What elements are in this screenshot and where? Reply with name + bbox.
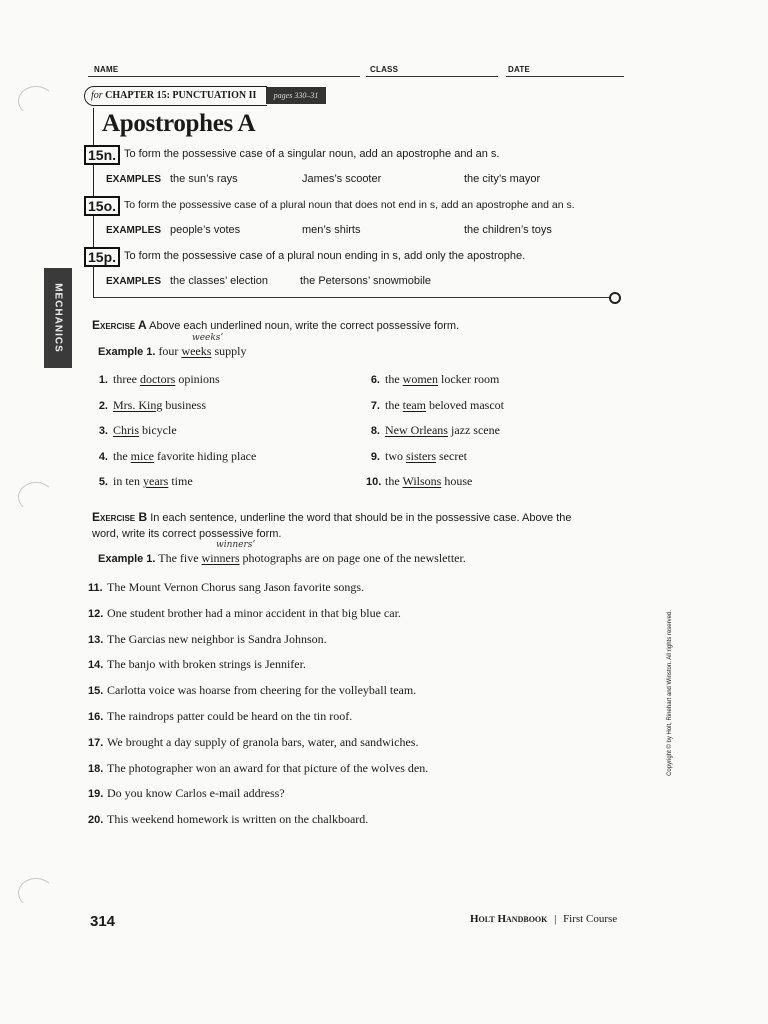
item-sentence: The raindrops patter could be heard on the tin roof. bbox=[107, 709, 353, 723]
exercise-b-text-line1: In each sentence, underline the word that should be in the possessive case. Above the bbox=[150, 512, 572, 524]
exercise-a-item bbox=[94, 372, 220, 387]
item-underlined-noun: women bbox=[402, 372, 438, 386]
exercise-a-item bbox=[366, 398, 504, 413]
chapter-banner bbox=[84, 86, 267, 106]
item-number: 13. bbox=[88, 633, 104, 646]
item-pre-text: in ten bbox=[113, 474, 140, 488]
examples-label: EXAMPLES bbox=[106, 225, 162, 236]
item-number: 1. bbox=[98, 374, 108, 386]
book-title: Holt Handbook bbox=[470, 913, 548, 925]
item-underlined-noun: doctors bbox=[139, 372, 176, 386]
examples-label: EXAMPLES bbox=[106, 276, 162, 287]
exercise-b-item bbox=[88, 657, 306, 672]
rule-15n-badge: 15n. bbox=[84, 145, 120, 165]
exercise-a-item bbox=[366, 474, 472, 489]
item-sentence: One student brother had a minor accident in that big blue car. bbox=[107, 605, 401, 620]
example-label: Example bbox=[98, 553, 144, 565]
item-number: 11. bbox=[88, 582, 103, 594]
punch-hole-top bbox=[18, 86, 54, 116]
example-word: winners bbox=[201, 551, 240, 565]
exercise-b-item bbox=[88, 580, 364, 595]
item-number: 20. bbox=[88, 814, 104, 827]
exercise-a-item bbox=[366, 372, 499, 387]
exercise-a-item bbox=[366, 449, 467, 464]
name-line bbox=[88, 76, 360, 77]
exercise-b-label: Exercise B bbox=[92, 510, 148, 524]
example-number: 1. bbox=[146, 553, 156, 565]
example-item: James’s scooter bbox=[302, 173, 382, 185]
footer-separator: | bbox=[554, 913, 557, 925]
rules-bottom-line bbox=[93, 297, 609, 298]
item-underlined-noun: team bbox=[402, 397, 426, 412]
name-label: NAME bbox=[94, 65, 119, 74]
exercise-b-item bbox=[88, 761, 428, 776]
rules-line-end-circle bbox=[609, 292, 621, 304]
item-sentence: This weekend homework is written on the chalkboard. bbox=[107, 812, 369, 827]
example-number: 1. bbox=[146, 346, 156, 358]
rule-15n-examples bbox=[106, 173, 626, 185]
exercise-b-item bbox=[88, 632, 327, 647]
item-post-text: jazz scene bbox=[450, 423, 500, 437]
item-sentence: Do you know Carlos e-mail address? bbox=[107, 786, 285, 801]
example-label: Example bbox=[98, 346, 144, 358]
exercise-b-text-line2: word, write its correct possessive form. bbox=[92, 528, 282, 540]
rule-15p-badge: 15p. bbox=[84, 247, 120, 267]
item-post-text: bicycle bbox=[142, 423, 177, 437]
example-item: the children’s toys bbox=[464, 224, 552, 236]
exercise-a-instructions bbox=[92, 318, 459, 332]
page-number: 314 bbox=[90, 913, 116, 930]
item-pre-text: three bbox=[113, 372, 137, 386]
item-post-text: business bbox=[165, 397, 207, 412]
rule-15o-examples bbox=[106, 224, 626, 236]
item-pre-text: two bbox=[385, 448, 403, 463]
item-underlined-noun: sisters bbox=[406, 448, 436, 463]
item-underlined-noun: mice bbox=[130, 448, 154, 463]
item-underlined-noun: years bbox=[143, 474, 169, 488]
item-post-text: house bbox=[444, 474, 473, 488]
example-item: the city’s mayor bbox=[464, 173, 541, 185]
rule-15o-badge: 15o. bbox=[84, 196, 120, 216]
exercise-b-instructions bbox=[92, 509, 612, 542]
item-number: 2. bbox=[98, 399, 108, 412]
item-sentence: The banjo with broken strings is Jennifer. bbox=[107, 657, 306, 672]
exercise-a-item bbox=[366, 423, 500, 438]
exercise-a-example-answer: weeks’ bbox=[192, 333, 224, 343]
item-number: 3. bbox=[98, 425, 108, 437]
item-number: 12. bbox=[88, 607, 104, 620]
example-word: weeks bbox=[181, 344, 212, 358]
item-number: 6. bbox=[370, 374, 380, 386]
copyright-notice: Copyright © by Holt, Rinehart and Winston. All rights reserved. bbox=[667, 610, 673, 776]
item-post-text: time bbox=[171, 474, 193, 488]
example-post: supply bbox=[214, 344, 247, 358]
rule-15o-text: To form the possessive case of a plural noun that does not end in s, add an apostrophe and an s. bbox=[124, 199, 575, 211]
page-title: Apostrophes A bbox=[102, 110, 256, 137]
example-item: the Petersons’ snowmobile bbox=[300, 275, 432, 287]
exercise-b-item bbox=[88, 786, 285, 801]
exercise-a-example bbox=[98, 344, 246, 359]
item-number: 18. bbox=[88, 762, 104, 775]
class-line bbox=[366, 76, 498, 77]
item-number: 9. bbox=[370, 450, 380, 463]
exercise-b-example-answer: winners’ bbox=[216, 540, 256, 550]
item-underlined-noun: Wilsons bbox=[402, 474, 442, 488]
exercise-a-label: Exercise A bbox=[92, 318, 147, 332]
exercise-a-item bbox=[94, 423, 177, 438]
example-item: the classes’ election bbox=[170, 275, 269, 287]
exercise-a-text: Above each underlined noun, write the correct possessive form. bbox=[149, 320, 460, 332]
example-pre: four bbox=[158, 344, 179, 358]
rule-15p-text: To form the possessive case of a plural noun ending in s, add only the apostrophe. bbox=[124, 250, 526, 262]
example-item: people’s votes bbox=[170, 224, 241, 236]
exercise-a-item bbox=[94, 398, 206, 413]
exercise-b-item bbox=[88, 683, 416, 698]
course-title: First Course bbox=[563, 913, 618, 925]
example-item: the sun’s rays bbox=[170, 173, 238, 185]
chapter-for-label: for bbox=[91, 90, 103, 101]
item-sentence: The photographer won an award for that picture of the wolves den. bbox=[107, 760, 429, 775]
item-underlined-noun: Mrs. King bbox=[113, 397, 163, 412]
chapter-pages: pages 330–31 bbox=[266, 87, 326, 104]
exercise-b-item bbox=[88, 606, 401, 621]
exercise-b-example bbox=[98, 551, 466, 566]
exercise-b-item bbox=[88, 735, 418, 750]
item-sentence: We brought a day supply of granola bars, water, and sandwiches. bbox=[107, 734, 419, 749]
item-post-text: favorite hiding place bbox=[157, 448, 257, 463]
exercise-a-item bbox=[94, 449, 256, 464]
exercise-a-item bbox=[94, 474, 193, 489]
date-label: DATE bbox=[508, 65, 530, 74]
mechanics-side-tab bbox=[44, 268, 72, 368]
date-line bbox=[506, 76, 624, 77]
item-underlined-noun: Chris bbox=[113, 423, 140, 437]
item-number: 19. bbox=[88, 788, 104, 801]
item-number: 5. bbox=[98, 476, 108, 488]
exercise-b-item bbox=[88, 709, 352, 724]
item-post-text: secret bbox=[439, 448, 467, 463]
item-sentence: The Mount Vernon Chorus sang Jason favorite songs. bbox=[107, 580, 365, 594]
item-pre-text: the bbox=[113, 448, 128, 463]
example-pre: The five bbox=[158, 551, 199, 565]
item-pre-text: the bbox=[385, 474, 400, 488]
item-post-text: locker room bbox=[441, 372, 500, 386]
example-item: men’s shirts bbox=[302, 224, 361, 236]
item-sentence: Carlotta voice was hoarse from cheering for the volleyball team. bbox=[107, 683, 417, 698]
item-number: 15. bbox=[88, 685, 104, 698]
example-post: photographs are on page one of the newsletter. bbox=[242, 551, 466, 565]
item-number: 10. bbox=[366, 476, 382, 488]
exercise-b-item bbox=[88, 812, 368, 827]
rule-15p-examples bbox=[106, 275, 626, 287]
punch-hole-bottom bbox=[18, 878, 54, 908]
examples-label: EXAMPLES bbox=[106, 174, 162, 185]
item-number: 8. bbox=[370, 425, 380, 437]
item-number: 14. bbox=[88, 659, 104, 672]
chapter-title: CHAPTER 15: PUNCTUATION II bbox=[105, 90, 257, 101]
item-pre-text: the bbox=[385, 397, 400, 412]
item-post-text: opinions bbox=[178, 372, 220, 386]
item-number: 16. bbox=[88, 711, 104, 723]
item-sentence: The Garcias new neighbor is Sandra Johnson. bbox=[107, 631, 327, 646]
item-post-text: beloved mascot bbox=[429, 397, 504, 412]
footer-book-info bbox=[470, 913, 617, 925]
item-underlined-noun: New Orleans bbox=[385, 423, 448, 437]
punch-hole-middle bbox=[18, 482, 54, 512]
item-number: 7. bbox=[370, 399, 380, 412]
item-number: 4. bbox=[98, 450, 108, 463]
item-pre-text: the bbox=[385, 372, 400, 386]
rule-15n-text: To form the possessive case of a singular noun, add an apostrophe and an s. bbox=[124, 148, 500, 160]
side-tab-label: MECHANICS bbox=[52, 283, 64, 353]
class-label: CLASS bbox=[370, 65, 399, 74]
item-number: 17. bbox=[88, 736, 104, 749]
